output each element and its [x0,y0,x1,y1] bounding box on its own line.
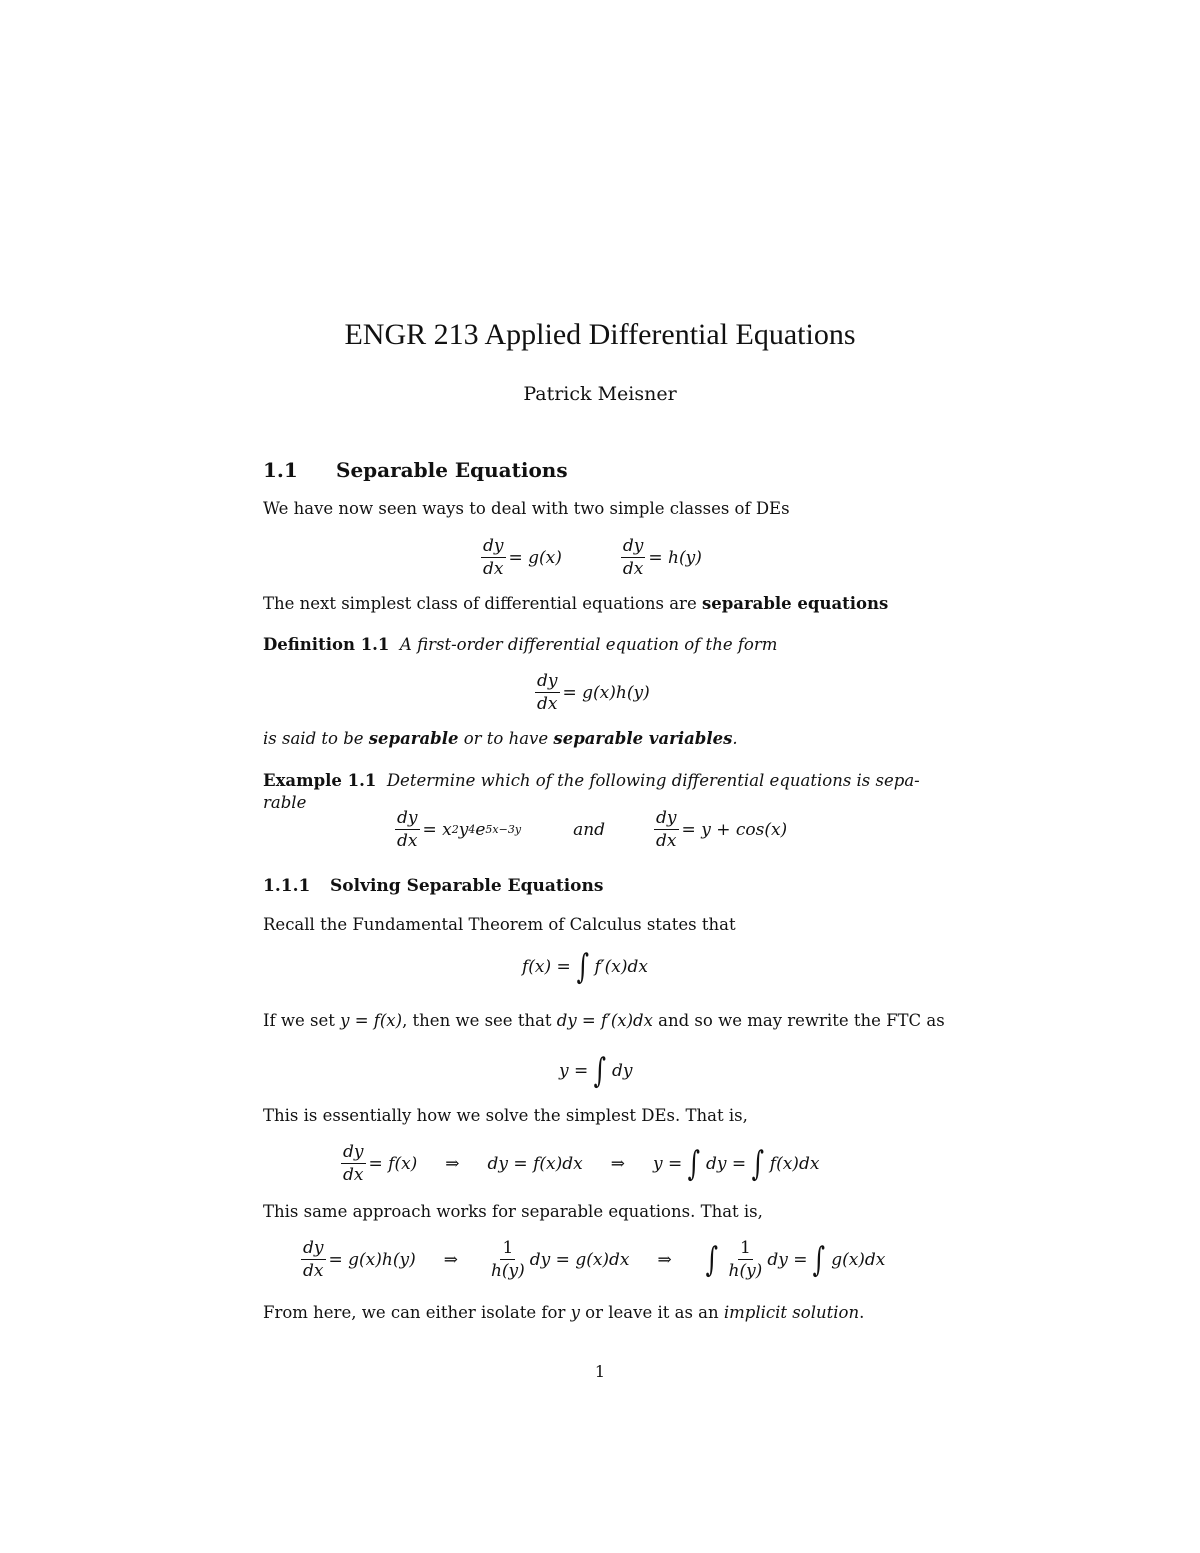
ftc-lhs: f(x) = [522,957,571,977]
intro-eq-left-rhs: g(x) [528,547,562,568]
eq1-exp1: 2 [451,823,459,836]
definition-text: A first-order differential equation of the form [399,635,778,654]
simplest-equation [338,1142,819,1185]
approach-part3-end: g(x)dx [831,1249,886,1270]
section-heading [263,458,568,482]
substitution-equation [559,1051,633,1091]
numerator: dy [343,1142,364,1162]
denominator-hy: h(y) [490,1261,525,1281]
numerator: dy [483,536,504,556]
numerator: dy [622,536,644,556]
definition-label: Definition 1.1 [263,635,390,654]
derivative-fraction [621,536,646,579]
equals-sign: = [648,547,663,568]
intro-eq-right-rhs: h(y) [668,547,702,568]
derivative-fraction [654,808,679,851]
approach-part2: dy = g(x)dx [529,1249,630,1270]
numerator-one: 1 [740,1238,751,1258]
implies-arrow: ⇒ [657,1249,672,1270]
example-label: Example 1.1 [263,771,377,790]
conclusion-math: y [570,1303,580,1322]
author-name: Patrick Meisner [523,383,677,405]
page-number: 1 [594,1362,606,1381]
numerator-one: 1 [502,1238,514,1258]
equals-sign: = [562,682,577,703]
definition-after-2: or to have [463,729,549,748]
conclusion-italic: implicit solution [723,1303,860,1322]
integral-sign: ∫ [576,947,589,987]
intro-equations [478,536,702,579]
approach-part3-mid: dy = [767,1249,808,1270]
integral-sign: ∫ [705,1239,718,1280]
numerator: dy [656,808,677,828]
integral-sign: ∫ [593,1051,607,1091]
derivative-fraction [395,808,420,851]
implies-arrow: ⇒ [610,1153,625,1174]
denominator: dx [303,1261,324,1281]
integral-sign: ∫ [687,1143,701,1184]
substitution-math-1: y = f(x) [340,1011,403,1030]
simplest-part3-mid: dy = [705,1153,747,1174]
subsection-heading [263,876,603,896]
derivative-fraction [301,1238,326,1281]
conclusion-text-1: From here, we can either isolate for [263,1303,566,1322]
integral-sign: ∫ [751,1143,765,1184]
numerator: dy [397,808,418,828]
eq1-exp3: 5x−3y [485,823,522,836]
example-text: Determine which of the following differential equations is sepa-rable [263,771,920,812]
document-title: ENGR 213 Applied Differential Equations [344,318,856,351]
simplest-part2: dy = f(x)dx [487,1153,583,1174]
integral-sign: ∫ [813,1239,826,1280]
equals-sign: = [422,819,437,840]
simplest-part1: = f(x) [368,1153,418,1174]
definition-paragraph [263,634,943,656]
conclusion-end: . [859,1303,865,1322]
substitution-lhs: y = [559,1061,589,1081]
implies-arrow: ⇒ [443,1249,458,1270]
ftc-equation [522,947,648,987]
numerator: dy [303,1238,324,1258]
derivative-fraction [481,536,506,579]
approach-paragraph: This same approach works for separable equations. That is, [263,1202,763,1221]
denominator: dx [397,831,418,851]
example-equations [392,808,787,851]
denominator: dx [343,1165,364,1185]
ftc-integrand: f′(x)dx [594,957,648,977]
eq2-rhs: y + cos(x) [701,819,788,840]
simplest-part3-end: f(x)dx [769,1153,820,1174]
approach-part1: = g(x)h(y) [328,1249,416,1270]
substitution-text-3: and so we may rewrite the FTC as [658,1011,945,1030]
intro-paragraph: We have now seen ways to deal with two simple classes of DEs [263,499,790,518]
substitution-math-2: dy = f′(x)dx [556,1011,653,1030]
subsection-number: 1.1.1 [263,876,311,896]
section-number: 1.1 [263,458,298,482]
numerator: dy [537,671,558,691]
conclusion-text-2: or leave it as an [585,1303,719,1322]
section-title: Separable Equations [336,458,568,482]
substitution-paragraph [263,1010,953,1032]
substitution-text-2: , then we see that [402,1011,552,1030]
definition-bold-1: separable [368,729,459,748]
denominator: dx [622,559,644,579]
substitution-integrand: dy [611,1061,633,1081]
definition-end: . [732,729,738,748]
denominator: dx [483,559,504,579]
equals-sign: = [681,819,696,840]
next-class-text: The next simplest class of differential equations are [263,594,697,613]
definition-eq-rhs: g(x)h(y) [582,682,650,703]
implies-arrow: ⇒ [445,1153,460,1174]
eq1-e: e [475,819,486,840]
substitution-text-1: If we set [263,1011,335,1030]
derivative-fraction [535,671,560,714]
equals-sign: = [508,547,523,568]
eq1-x: x [442,819,452,840]
definition-conclusion [263,728,943,750]
denominator: dx [537,694,558,714]
example-connector: and [573,819,606,840]
reciprocal-fraction [727,1238,765,1281]
simplest-part3-lhs: y = [652,1153,683,1174]
approach-equation [298,1238,885,1281]
simplest-paragraph: This is essentially how we solve the simplest DEs. That is, [263,1106,748,1125]
eq1-y: y [458,819,469,840]
denominator-hy: h(y) [728,1261,763,1281]
definition-bold-2: separable variables [553,729,733,748]
denominator: dx [656,831,677,851]
derivative-fraction [341,1142,366,1185]
subsection-title: Solving Separable Equations [330,876,604,896]
definition-equation [532,671,650,714]
next-class-paragraph [263,593,943,615]
conclusion-paragraph [263,1302,943,1324]
ftc-paragraph: Recall the Fundamental Theorem of Calculus states that [263,915,736,934]
definition-after-1: is said to be [263,729,364,748]
eq1-exp2: 4 [468,823,476,836]
next-class-bold: separable equations [701,594,889,613]
reciprocal-fraction [489,1238,527,1281]
